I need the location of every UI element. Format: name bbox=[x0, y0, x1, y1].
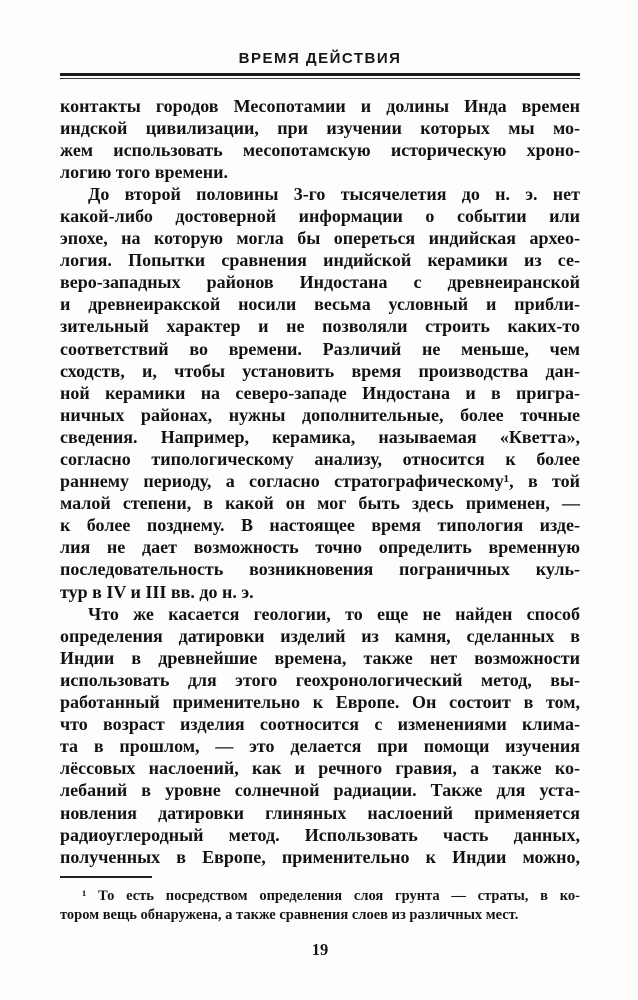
text-line: Индии в древнейшие времена, также нет возможности bbox=[60, 647, 580, 668]
text-line: сведения. Например, керамика, называемая «Кветта», bbox=[60, 426, 580, 447]
text-line: контакты городов Месопотамии и долины Инда времен bbox=[60, 95, 580, 116]
text-line: работанный применительно к Европе. Он состоит в том, bbox=[60, 692, 580, 713]
page-body-text bbox=[60, 95, 580, 868]
text-line: тур в IV и III вв. до н. э. bbox=[60, 581, 254, 602]
text-line: зительный характер и не позволяли строить каких-то bbox=[60, 316, 580, 337]
text-line: та в прошлом, — это делается при помощи изучения bbox=[60, 736, 580, 757]
text-line: раннему периоду, а согласно стратографическому¹, в той bbox=[60, 471, 580, 492]
text-line: лёссовых наслоений, как и речного гравия, а также ко- bbox=[60, 758, 580, 779]
text-line: соответствий во времени. Различий не меньше, чем bbox=[60, 338, 580, 359]
text-line: индской цивилизации, при изучении которых мы мо- bbox=[60, 117, 580, 138]
footnote-text bbox=[60, 887, 580, 925]
text-line: последовательность возникновения пограничных куль- bbox=[60, 559, 580, 580]
text-line: согласно типологическому анализу, относится к более bbox=[60, 449, 580, 469]
page-number: 19 bbox=[311, 939, 329, 959]
text-line: ной керамики на северо-западе Индостана и в пригра- bbox=[60, 382, 580, 403]
text-line: какой-либо достоверной информации о событии или bbox=[60, 205, 580, 226]
text-line: ничных районах, нужны дополнительные, более точные bbox=[60, 404, 580, 425]
text-line: логию того времени. bbox=[60, 161, 228, 182]
text-line: сходств, и, чтобы установить время производства дан- bbox=[60, 360, 580, 381]
text-line: эпохе, на которую могла бы опереться индийская архео- bbox=[60, 228, 580, 249]
text-line: жем использовать месопотамскую историческую хроно- bbox=[60, 139, 580, 160]
text-line: лебаний в уровне солнечной радиации. Также для уста- bbox=[60, 780, 580, 801]
text-line: что возраст изделия соотносится с изменениями клима- bbox=[60, 714, 580, 735]
text-line: лия не дает возможность точно определить временную bbox=[60, 537, 580, 558]
header-rule-thin bbox=[60, 78, 580, 79]
footnote-separator bbox=[60, 876, 152, 878]
text-line: логия. Попытки сравнения индийской керамики из се- bbox=[60, 250, 580, 271]
text-line: Что же касается геологии, то еще не найден способ bbox=[88, 603, 580, 624]
text-line: и древнеиракской носили весьма условный и прибли- bbox=[60, 294, 580, 315]
chapter-running-head: ВРЕМЯ ДЕЙСТВИЯ bbox=[238, 50, 402, 67]
header-rule bbox=[60, 73, 580, 79]
text-line: До второй половины 3-го тысячелетия до н. э. нет bbox=[88, 183, 580, 204]
text-line: малой степени, в какой он мог быть здесь применен, — bbox=[60, 493, 580, 514]
text-line: веро-западных районов Индостана с древнеиранской bbox=[60, 272, 580, 293]
text-line: к более позднему. В настоящее время типология изде- bbox=[60, 515, 580, 536]
text-line: ¹ То есть посредством определения слоя грунта — страты, в ко- bbox=[82, 887, 580, 904]
text-line: радиоуглеродный метод. Использовать часть данных, bbox=[60, 824, 580, 845]
text-line: полученных в Европе, применительно к Индии можно, bbox=[60, 846, 580, 867]
header-rule-thick bbox=[60, 73, 580, 76]
text-line: новления датировки глиняных наслоений применяется bbox=[60, 802, 580, 823]
text-line: определения датировки изделий из камня, сделанных в bbox=[60, 625, 580, 646]
text-line: использовать для этого геохронологический метод, вы- bbox=[60, 669, 580, 690]
text-line: тором вещь обнаружена, а также сравнения слоев из различных мест. bbox=[60, 906, 519, 923]
